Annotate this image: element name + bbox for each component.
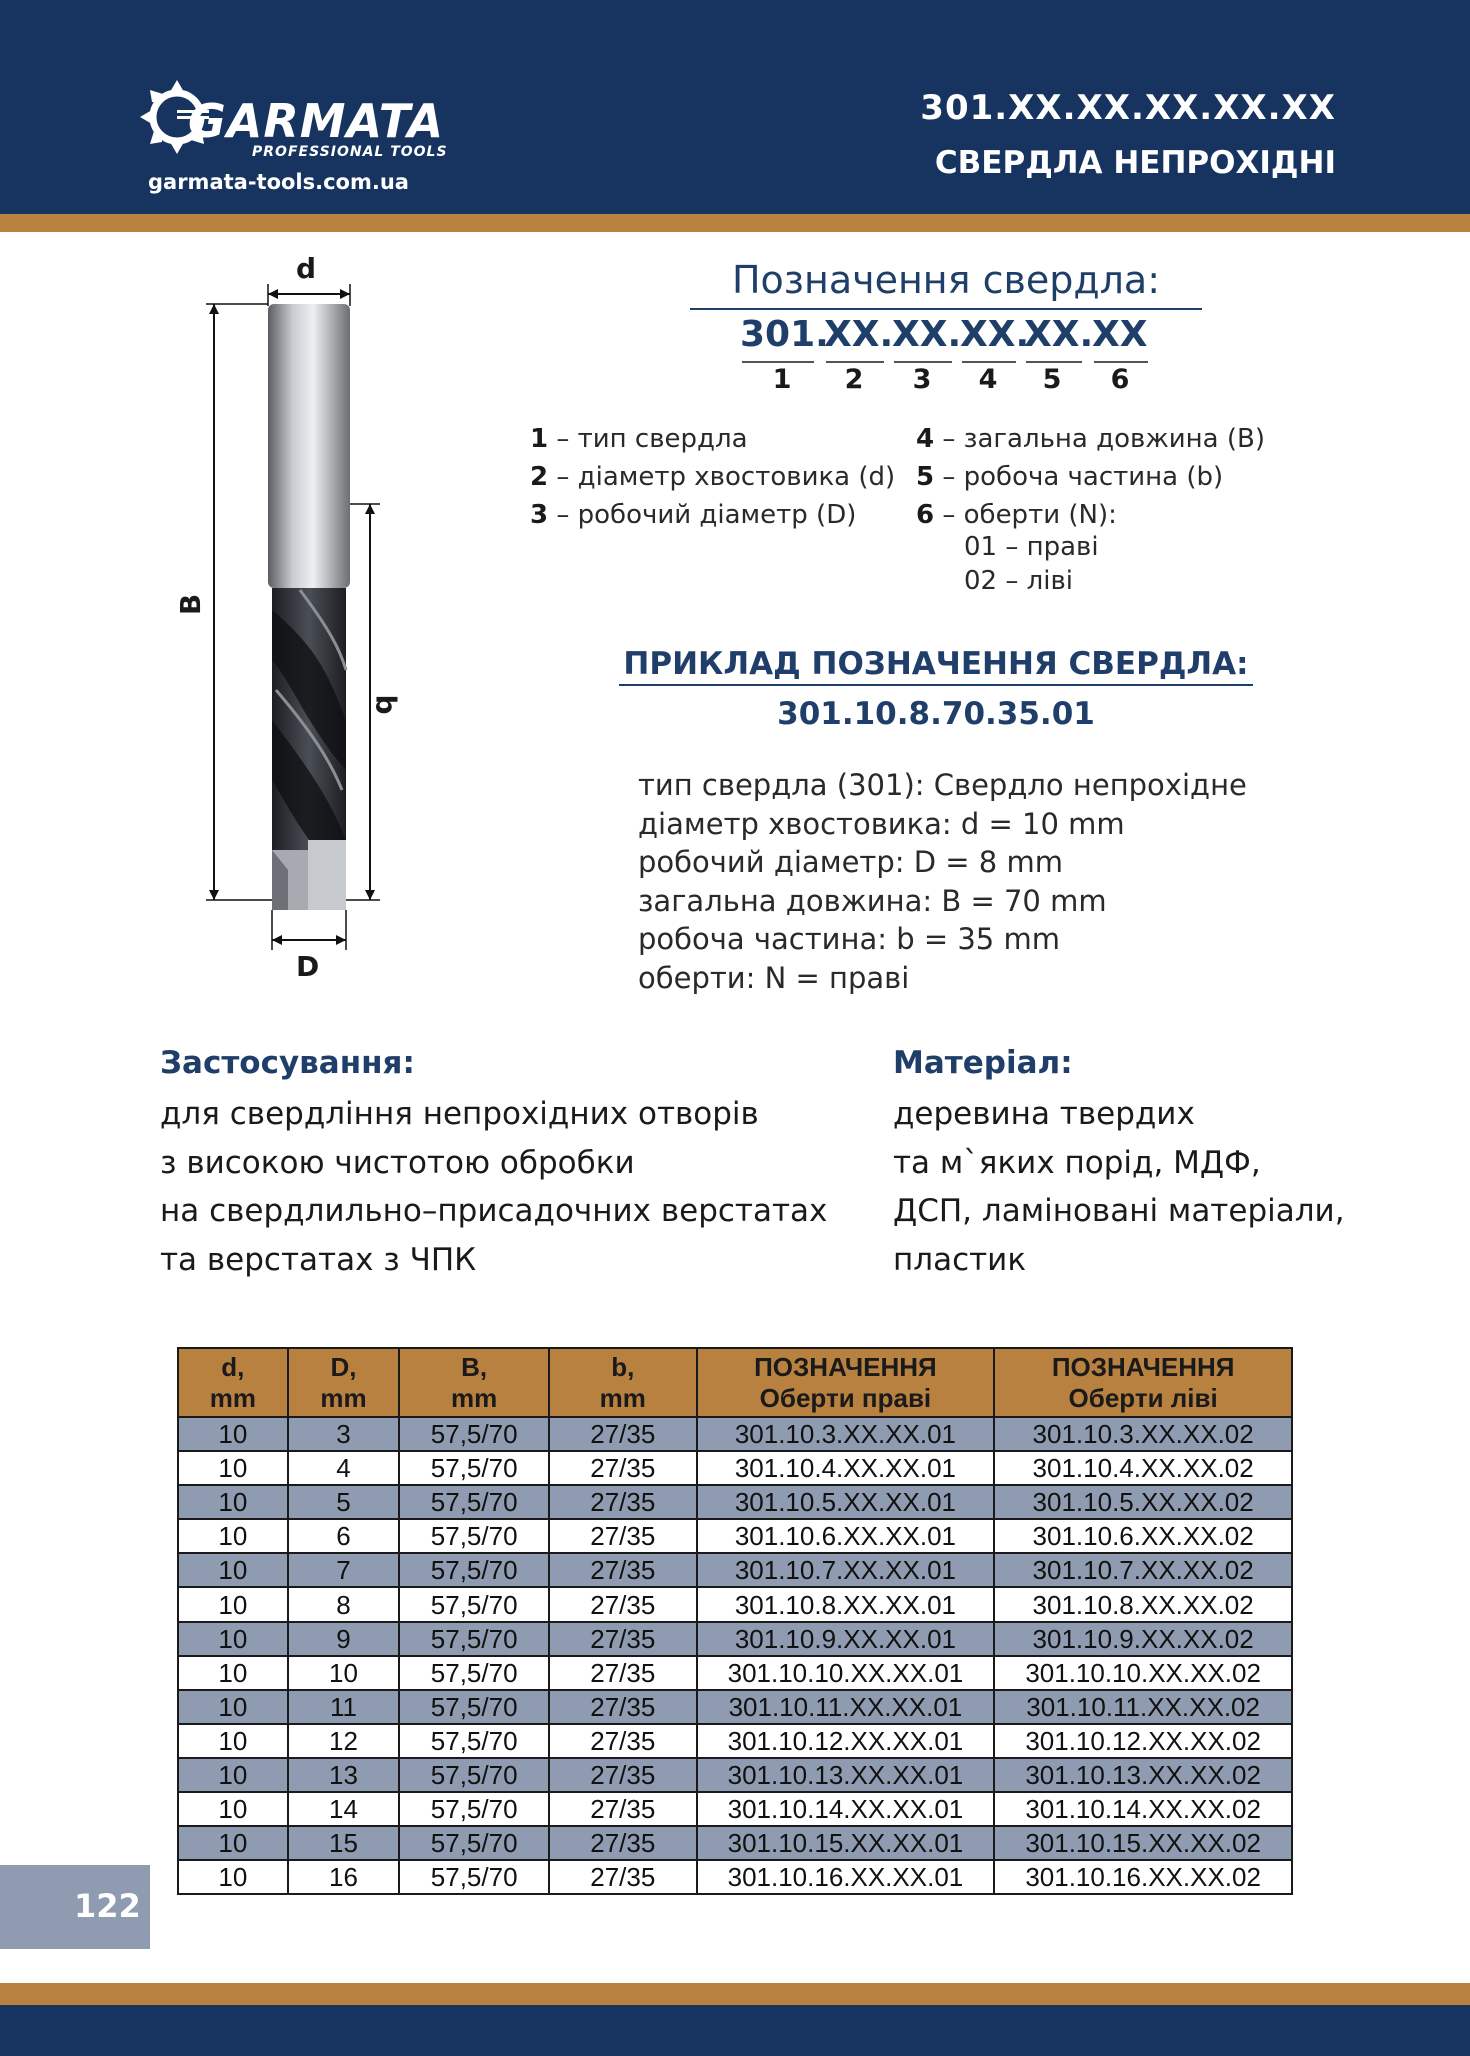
table-cell: 301.10.9.XX.XX.02 [994,1622,1292,1656]
example-line: робоча частина: b = 35 mm [638,922,1060,956]
table-cell: 27/35 [549,1826,697,1860]
code-underline-6 [1094,361,1148,363]
table-cell: 9 [288,1622,400,1656]
example-details [638,766,1247,997]
table-cell: 12 [288,1724,400,1758]
drill-bit-illustration [180,250,440,990]
footer-stripe [0,1983,1470,2005]
table-cell: 10 [178,1622,288,1656]
table-cell: 11 [288,1690,400,1724]
code-underline-3 [894,361,952,363]
table-cell: 57,5/70 [399,1792,549,1826]
header-stripe [0,214,1470,232]
table-cell: 10 [178,1656,288,1690]
application-text [160,1090,827,1284]
rotation-options [964,530,1099,598]
table-cell: 27/35 [549,1622,697,1656]
table-cell: 301.10.15.XX.XX.02 [994,1826,1292,1860]
table-row [178,1826,1292,1860]
table-cell: 301.10.15.XX.XX.01 [697,1826,995,1860]
column-header-B: B, mm [399,1348,549,1417]
table-cell: 10 [178,1792,288,1826]
table-row [178,1417,1292,1451]
table-cell: 301.10.13.XX.XX.01 [697,1758,995,1792]
table-cell: 57,5/70 [399,1587,549,1621]
code-number-3: 3 [912,364,932,395]
example-title: ПРИКЛАД ПОЗНАЧЕННЯ СВЕРДЛА: [623,646,1249,682]
table-cell: 57,5/70 [399,1622,549,1656]
column-header-code-left: ПОЗНАЧЕННЯ Оберти ліві [994,1348,1292,1417]
table-cell: 57,5/70 [399,1553,549,1587]
table-cell: 27/35 [549,1553,697,1587]
table-cell: 10 [178,1690,288,1724]
rotation-option-right: 01 – праві [964,532,1099,562]
code-number-2: 2 [844,364,864,395]
code-part-4: XX. [960,314,1030,355]
table-cell: 301.10.12.XX.XX.01 [697,1724,995,1758]
column-header-b: b, mm [549,1348,697,1417]
code-part-1: 301. [740,314,829,355]
table-cell: 57,5/70 [399,1860,549,1894]
table-cell: 5 [288,1485,400,1519]
table-cell: 57,5/70 [399,1826,549,1860]
legend-right [916,420,1265,534]
table-cell: 27/35 [549,1860,697,1894]
table-cell: 301.10.10.XX.XX.01 [697,1656,995,1690]
table-cell: 57,5/70 [399,1519,549,1553]
table-cell: 301.10.4.XX.XX.02 [994,1451,1292,1485]
code-part-6: XX [1092,314,1148,355]
product-category-title: СВЕРДЛА НЕПРОХІДНІ [934,145,1336,181]
table-cell: 301.10.10.XX.XX.02 [994,1656,1292,1690]
table-cell: 57,5/70 [399,1724,549,1758]
table-cell: 27/35 [549,1485,697,1519]
table-cell: 301.10.8.XX.XX.02 [994,1587,1292,1621]
example-line: оберти: N = праві [638,960,910,995]
material-line: та м`яких порід, МДФ, [893,1144,1261,1181]
table-cell: 301.10.5.XX.XX.01 [697,1485,995,1519]
code-number-4: 4 [978,364,998,395]
header-bar [0,0,1470,214]
brand-name: GARMATA [188,94,445,148]
table-row [178,1553,1292,1587]
table-cell: 10 [178,1519,288,1553]
dimension-label-b: b [369,694,403,715]
brand-logo [132,66,452,176]
material-line: ДСП, ламіновані матеріали, [893,1193,1345,1229]
column-header-d: d, mm [178,1348,288,1417]
code-underline-4 [962,361,1016,363]
code-number-1: 1 [772,364,792,395]
table-row [178,1587,1292,1621]
rotation-option-left: 02 – ліві [964,566,1074,596]
material-line: пластик [893,1241,1027,1278]
table-cell: 301.10.7.XX.XX.01 [697,1553,995,1587]
example-title-underline [619,684,1253,686]
table-cell: 27/35 [549,1519,697,1553]
page-number-tab [0,1865,150,1949]
code-part-5: XX. [1024,314,1094,355]
code-number-5: 5 [1042,364,1062,395]
table-cell: 16 [288,1860,400,1894]
table-cell: 301.10.16.XX.XX.01 [697,1860,995,1894]
table-cell: 10 [178,1553,288,1587]
legend-item: 2 – діаметр хвостовика (d) [530,462,896,492]
legend-item: 6 – оберти (N): [916,500,1117,530]
table-cell: 27/35 [549,1724,697,1758]
application-line: на свердлильно–присадочних верстатах [160,1193,828,1229]
table-cell: 7 [288,1553,400,1587]
table-cell: 10 [178,1758,288,1792]
page-number: 122 [74,1887,141,1925]
example-line: загальна довжина: B = 70 mm [638,883,1107,918]
designation-divider [690,308,1202,310]
table-cell: 301.10.13.XX.XX.02 [994,1758,1292,1792]
dimension-label-D: D [296,950,320,983]
table-cell: 301.10.3.XX.XX.01 [697,1417,995,1451]
website-link[interactable]: garmata-tools.com.ua [148,170,409,194]
table-cell: 6 [288,1519,400,1553]
table-cell: 301.10.8.XX.XX.01 [697,1587,995,1621]
code-underline-5 [1026,361,1082,363]
dimension-label-d: d [296,252,317,285]
application-heading: Застосування: [160,1045,415,1081]
table-cell: 27/35 [549,1417,697,1451]
table-header-row [178,1348,1292,1417]
code-underline-2 [826,361,884,363]
table-cell: 27/35 [549,1587,697,1621]
table-cell: 301.10.9.XX.XX.01 [697,1622,995,1656]
table-row [178,1792,1292,1826]
table-cell: 57,5/70 [399,1485,549,1519]
table-row [178,1758,1292,1792]
table-cell: 301.10.12.XX.XX.02 [994,1724,1292,1758]
table-cell: 10 [178,1451,288,1485]
application-line: з високою чистотою обробки [160,1144,635,1181]
column-header-D: D, mm [288,1348,400,1417]
table-cell: 10 [288,1656,400,1690]
table-cell: 8 [288,1587,400,1621]
legend-item: 5 – робоча частина (b) [916,462,1224,492]
table-cell: 301.10.14.XX.XX.02 [994,1792,1292,1826]
table-cell: 57,5/70 [399,1451,549,1485]
table-cell: 10 [178,1860,288,1894]
table-cell: 4 [288,1451,400,1485]
column-header-code-right: ПОЗНАЧЕННЯ Оберти праві [697,1348,995,1417]
table-cell: 301.10.4.XX.XX.01 [697,1451,995,1485]
designation-title: Позначення свердла: [731,258,1161,302]
example-line: тип свердла (301): Свердло непрохідне [638,768,1247,802]
table-row [178,1485,1292,1519]
table-row [178,1860,1292,1894]
drill-drawing [174,250,440,990]
table-cell: 301.10.3.XX.XX.02 [994,1417,1292,1451]
brand-tagline: PROFESSIONAL TOOLS [252,144,448,160]
material-text [893,1090,1345,1284]
application-line: для свердління непрохідних отворів [160,1096,759,1132]
table-cell: 10 [178,1485,288,1519]
table-cell: 301.10.6.XX.XX.01 [697,1519,995,1553]
table-cell: 27/35 [549,1758,697,1792]
table-cell: 301.10.16.XX.XX.02 [994,1860,1292,1894]
specification-table [177,1347,1293,1895]
table-cell: 301.10.14.XX.XX.01 [697,1792,995,1826]
example-line: робочий діаметр: D = 8 mm [638,845,1063,879]
table-row [178,1451,1292,1485]
table-cell: 10 [178,1724,288,1758]
footer-bar [0,2005,1470,2056]
table-cell: 57,5/70 [399,1656,549,1690]
legend-item: 3 – робочий діаметр (D) [530,500,857,530]
table-cell: 27/35 [549,1656,697,1690]
table-cell: 10 [178,1587,288,1621]
legend-left [530,420,895,534]
table-cell: 301.10.5.XX.XX.02 [994,1485,1292,1519]
example-line: діаметр хвостовика: d = 10 mm [638,806,1125,841]
code-number-6: 6 [1110,364,1130,395]
table-row [178,1690,1292,1724]
table-cell: 57,5/70 [399,1758,549,1792]
table-cell: 27/35 [549,1451,697,1485]
code-part-2: XX. [824,314,894,355]
table-cell: 301.10.6.XX.XX.02 [994,1519,1292,1553]
table-cell: 57,5/70 [399,1417,549,1451]
table-cell: 14 [288,1792,400,1826]
table-cell: 301.10.11.XX.XX.01 [697,1690,995,1724]
table-cell: 13 [288,1758,400,1792]
table-cell: 301.10.11.XX.XX.02 [994,1690,1292,1724]
material-heading: Матеріал: [893,1045,1073,1081]
table-row [178,1519,1292,1553]
legend-item: 4 – загальна довжина (B) [916,424,1265,454]
material-line: деревина твердих [893,1096,1195,1132]
application-line: та верстатах з ЧПК [160,1241,477,1278]
example-code: 301.10.8.70.35.01 [777,696,1095,732]
code-underline-1 [742,361,814,363]
product-code-title: 301.XX.XX.XX.XX.XX [920,88,1336,128]
table-cell: 57,5/70 [399,1690,549,1724]
table-row [178,1622,1292,1656]
table-cell: 27/35 [549,1792,697,1826]
table-row [178,1724,1292,1758]
table-cell: 15 [288,1826,400,1860]
table-cell: 10 [178,1417,288,1451]
table-row [178,1656,1292,1690]
table-cell: 3 [288,1417,400,1451]
table-cell: 10 [178,1826,288,1860]
dimension-label-B: B [174,593,208,616]
legend-item: 1 – тип свердла [530,424,748,454]
table-cell: 301.10.7.XX.XX.02 [994,1553,1292,1587]
code-part-3: XX. [892,314,962,355]
table-cell: 27/35 [549,1690,697,1724]
